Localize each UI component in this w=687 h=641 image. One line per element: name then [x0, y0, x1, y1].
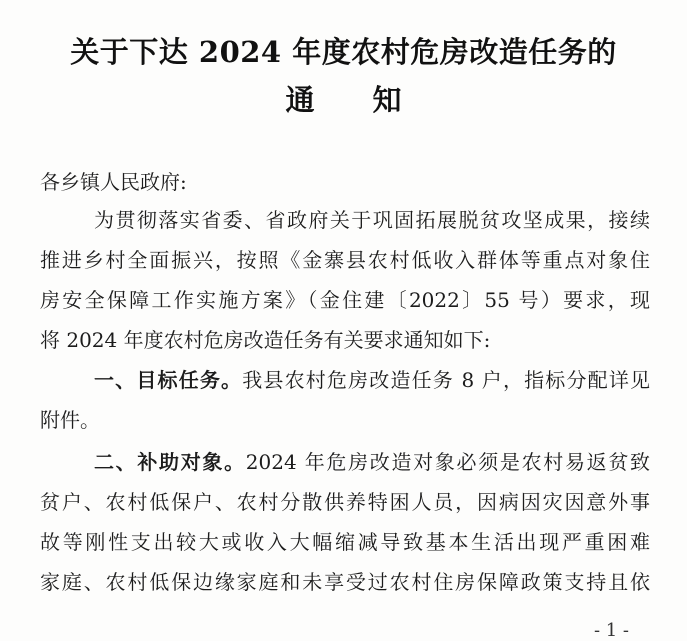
section-1-line-2: 附件。 [40, 408, 100, 432]
section-1-heading: 一、目标任务。 [94, 368, 243, 392]
paragraph-1-line-1: 为贯彻落实省委、省政府关于巩固拓展脱贫攻坚成果，接续 [94, 208, 650, 232]
document-title-line-2: 通知 [285, 83, 460, 117]
paragraph-1-line-3: 房安全保障工作实施方案》（金住建〔2022〕55 号）要求，现 [40, 288, 650, 312]
section-2-line-3: 故等刚性支出较大或收入大幅缩减导致基本生活出现严重困难 [40, 530, 650, 554]
section-2-line-4: 家庭、农村低保边缘家庭和未享受过农村住房保障政策支持且依 [40, 570, 650, 594]
section-1-text: 我县农村危房改造任务 8 户，指标分配详见 [242, 368, 650, 392]
paragraph-1-line-2: 推进乡村全面振兴，按照《金寨县农村低收入群体等重点对象住 [40, 248, 650, 272]
document-title-line-1: 关于下达 2024 年度农村危房改造任务的 [70, 35, 617, 69]
section-2-line-1 [40, 448, 650, 476]
section-2-line-2: 贫户、农村低保户、农村分散供养特困人员，因病因灾因意外事 [40, 490, 650, 514]
section-1-line-1 [40, 366, 650, 394]
paragraph-1-line-4: 将 2024 年度农村危房改造任务有关要求通知如下: [40, 328, 491, 352]
salutation: 各乡镇人民政府: [40, 170, 187, 194]
page-number: - 1 - [593, 620, 629, 641]
section-2-heading: 二、补助对象。 [94, 450, 246, 474]
section-2-text: 2024 年危房改造对象必须是农村易返贫致 [245, 450, 650, 474]
